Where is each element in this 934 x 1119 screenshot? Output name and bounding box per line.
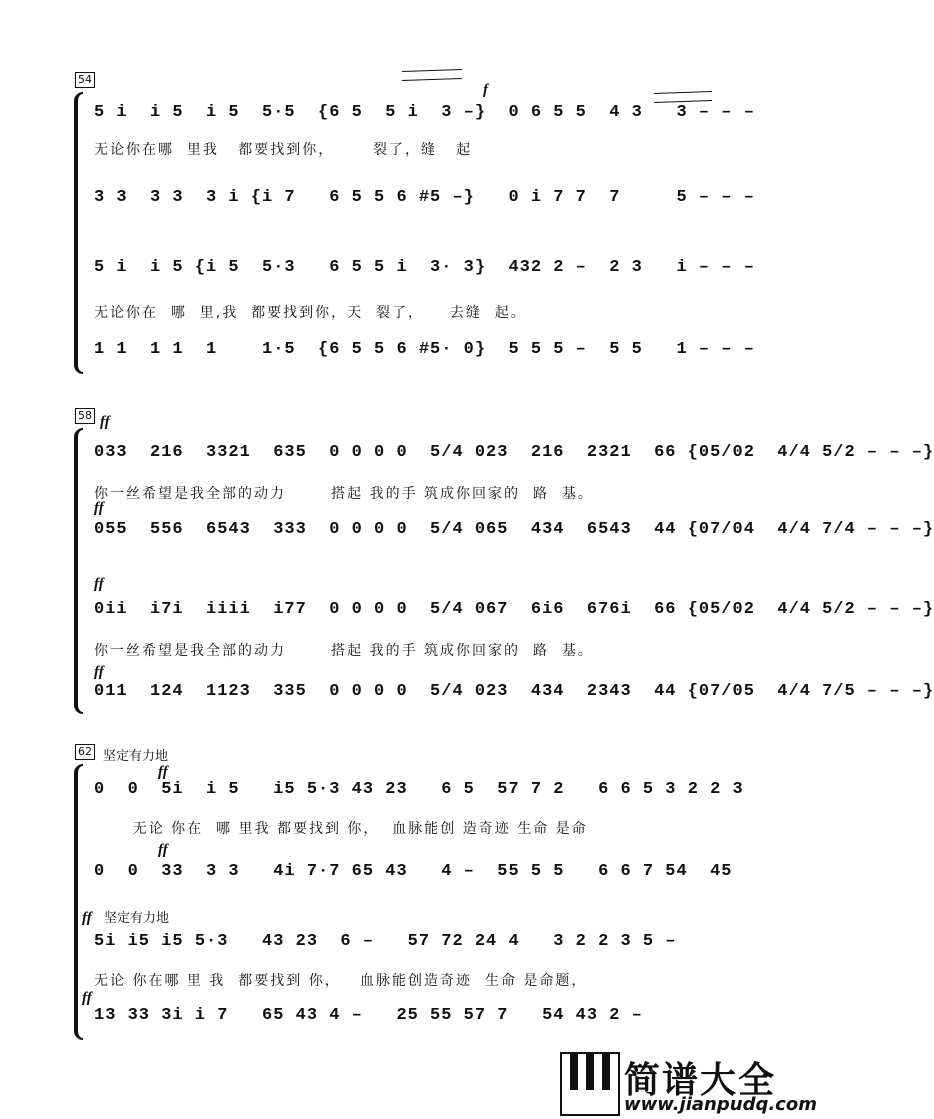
notes: 011 124 1123 335 0 0 0 0 5/4 023 434 2343 44 {07/05 4/4 7/5 – – –} [94, 682, 934, 701]
site-logo [560, 1052, 817, 1115]
notes: 055 556 6543 333 0 0 0 0 5/4 065 434 6543 44 {07/04 4/4 7/4 – – –} [94, 520, 934, 539]
notes: 0ii i7i iiii i77 0 0 0 0 5/4 067 6i6 676i 66 {05/02 4/4 5/2 – – –} [94, 600, 934, 619]
measure-number-54: 54 [75, 72, 95, 88]
logo-url: www.jianpudq.com [624, 1094, 817, 1115]
notes: 033 216 3321 635 0 0 0 0 5/4 023 216 2321 66 {05/02 4/4 5/2 – – –} [94, 443, 934, 462]
lyric-line: 无论你在哪 里我 都要找到你， 裂了，缝 起 [94, 142, 473, 158]
staff-soprano [94, 443, 934, 502]
staff-soprano [94, 780, 744, 837]
notes: 5 i i 5 {i 5 5·3 6 5 5 i 3· 3} 432 2 – 2 3 i – – – [94, 258, 755, 277]
dynamic-marking: ff [82, 990, 92, 1006]
dynamic-marking: ff [94, 500, 104, 516]
staff-tenor [94, 932, 738, 989]
notes: 13 33 3i i 7 65 43 4 – 25 55 57 7 54 43 2 – [94, 1006, 643, 1025]
crescendo-hairpin [402, 69, 462, 81]
notes: 3 3 3 3 3 i {i 7 6 5 5 6 #5 –} 0 i 7 7 7 5 – – – [94, 188, 755, 207]
lyric-line: 无论 你在哪 里 我 都要找到 你， 血脉能创造奇迹 生命 是命题， [94, 973, 588, 989]
staff-tenor [94, 600, 934, 659]
notes: 1 1 1 1 1 1·5 {6 5 5 6 #5· 0} 5 5 5 – 5 5 1 – – – [94, 340, 755, 359]
tempo-marking: 坚定有力地 [103, 749, 169, 764]
staff-alto [94, 862, 738, 892]
dynamic-marking: ff [94, 664, 104, 680]
tempo-marking: 坚定有力地 [104, 911, 170, 926]
staff-alto [94, 188, 755, 218]
staff-tenor [94, 258, 755, 321]
staff-bass [94, 1006, 738, 1036]
dynamic-marking: ff [158, 764, 168, 780]
notes: 0 0 33 3 3 4i 7·7 65 43 4 – 55 5 5 6 6 7 54 45 [94, 862, 733, 881]
dynamic-marking: ff [158, 842, 168, 858]
staff-bass [94, 340, 755, 370]
measure-number-58: 58 [75, 408, 95, 424]
dynamic-marking: ff [100, 414, 110, 430]
piano-keys-icon [560, 1052, 620, 1116]
notes: 0 0 5i i 5 i5 5·3 43 23 6 5 57 7 2 6 6 5 3 2 2 3 [94, 780, 744, 799]
system-brace [74, 428, 83, 714]
measure-number-62: 62 [75, 744, 95, 760]
notes: 5 i i 5 i 5 5·5 {6 5 5 i 3 –} 0 6 5 5 4 3 3 – – – [94, 103, 755, 122]
staff-soprano [94, 103, 755, 158]
lyric-line: 无论你在 哪 里,我 都要找到你，天 裂了， 去缝 起。 [94, 305, 527, 321]
dynamic-marking: f [483, 82, 488, 98]
crescendo-hairpin [654, 91, 712, 103]
dynamic-marking: ff [82, 910, 92, 926]
lyric-line: 你一丝希望是我全部的动力 搭起 我的手 筑成你回家的 路 基。 [94, 643, 594, 659]
notes: 5i i5 i5 5·3 43 23 6 – 57 72 24 4 3 2 2 3 5 – [94, 932, 677, 951]
staff-bass [94, 682, 934, 712]
lyric-line: 无论 你在 哪 里我 都要找到 你， 血脉能创 造奇迹 生命 是命 [94, 821, 588, 837]
lyric-line: 你一丝希望是我全部的动力 搭起 我的手 筑成你回家的 路 基。 [94, 486, 594, 502]
dynamic-marking: ff [94, 576, 104, 592]
logo-title: 简谱大全 [624, 1060, 777, 1101]
staff-alto [94, 520, 934, 550]
system-brace [74, 92, 83, 374]
